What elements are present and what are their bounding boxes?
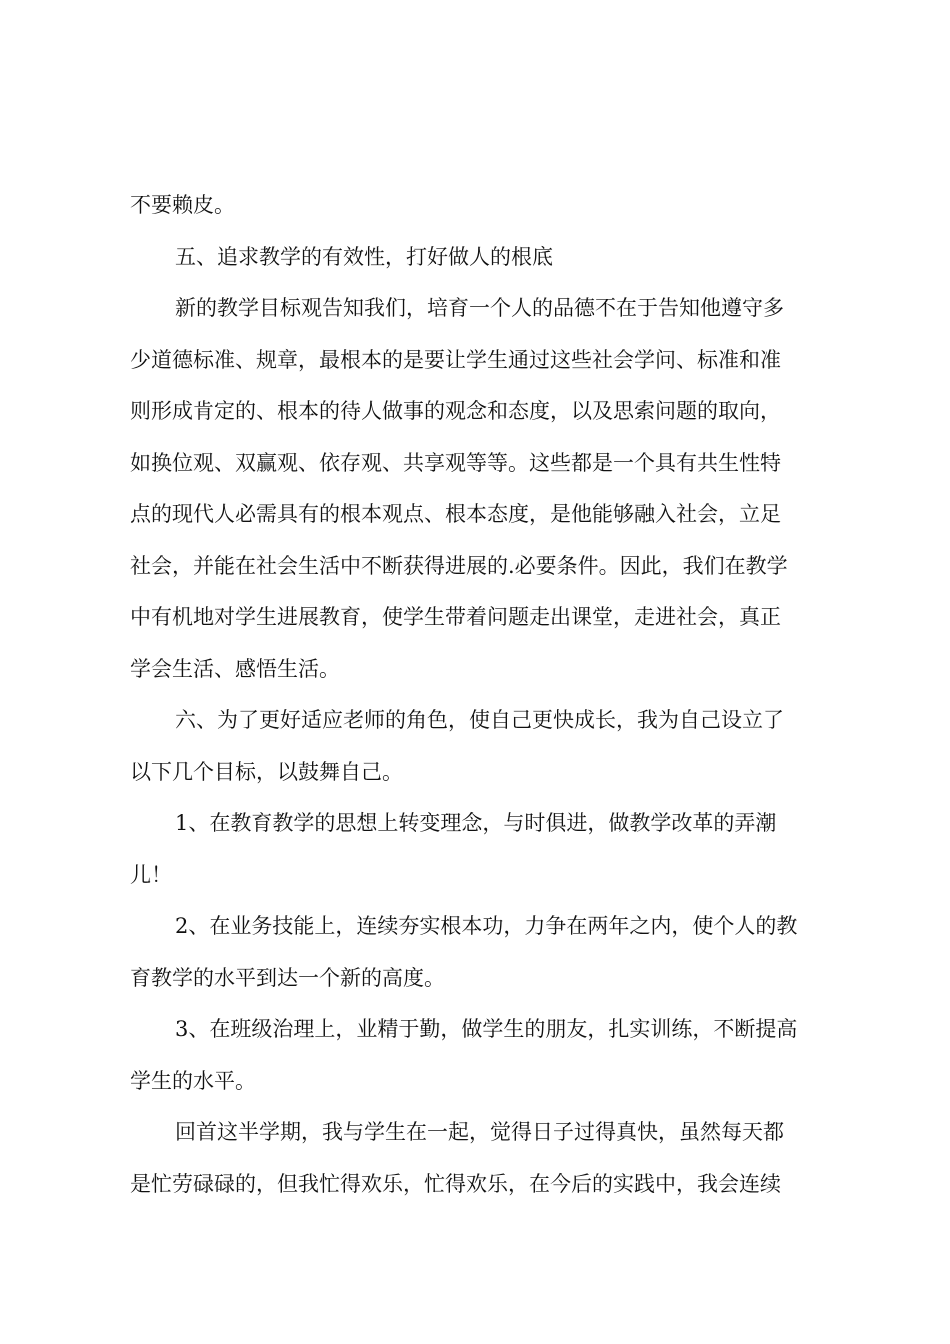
text-line: 新的教学目标观告知我们，培育一个人的品德不在于告知他遵守多 (175, 296, 784, 320)
text-line: 育教学的水平到达一个新的高度。 (130, 966, 445, 990)
text-line: 以下几个目标，以鼓舞自己。 (130, 760, 403, 784)
text-line: 学生的水平。 (130, 1069, 256, 1093)
text-line: 社会，并能在社会生活中不断获得进展的.必要条件。因此，我们在教学 (130, 554, 788, 578)
section-heading: 五、追求教学的有效性，打好做人的根底 (175, 245, 553, 269)
text-line: 则形成肯定的、根本的待人做事的观念和态度，以及思索问题的取向， (130, 399, 781, 423)
list-item-2: 2、在业务技能上，连续夯实根本功，力争在两年之内，使个人的教 (175, 914, 798, 938)
text-line: 是忙劳碌碌的，但我忙得欢乐，忙得欢乐，在今后的实践中，我会连续 (130, 1172, 781, 1196)
text-line: 点的现代人必需具有的根本观点、根本态度，是他能够融入社会，立足 (130, 502, 781, 526)
section-heading: 六、为了更好适应老师的角色，使自己更快成长，我为自己设立了 (175, 708, 784, 732)
text-line: 儿！ (130, 863, 172, 887)
list-item-3: 3、在班级治理上，业精于勤，做学生的朋友，扎实训练，不断提高 (175, 1017, 798, 1041)
text-line: 中有机地对学生进展教育，使学生带着问题走出课堂，走进社会，真正 (130, 605, 781, 629)
list-item-1: 1、在教育教学的思想上转变理念，与时俱进，做教学改革的弄潮 (175, 811, 777, 835)
text-line: 不要赖皮。 (130, 193, 235, 217)
text-line: 如换位观、双赢观、依存观、共享观等等。这些都是一个具有共生性特 (130, 451, 781, 475)
text-line: 回首这半学期，我与学生在一起，觉得日子过得真快，虽然每天都 (175, 1120, 784, 1144)
text-line: 少道德标准、规章，最根本的是要让学生通过这些社会学问、标准和准 (130, 348, 781, 372)
text-line: 学会生活、感悟生活。 (130, 657, 340, 681)
